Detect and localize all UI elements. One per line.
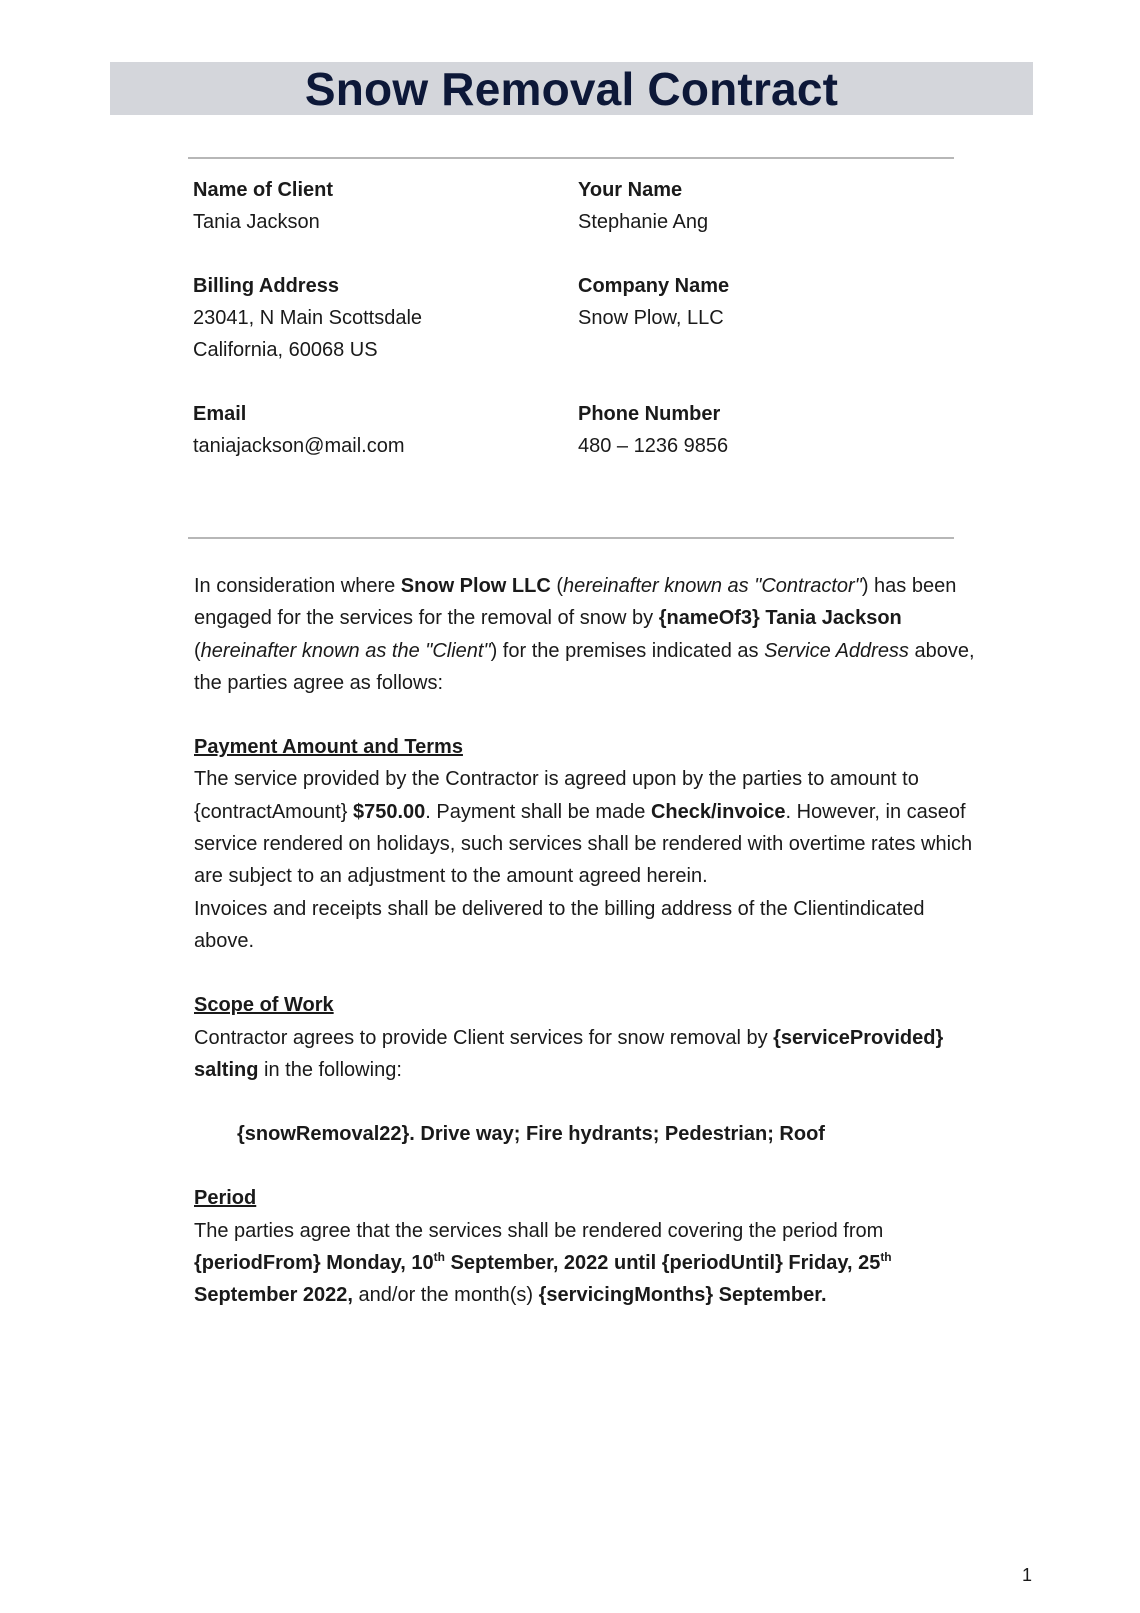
period-heading: Period <box>194 1187 257 1210</box>
phone-label: Phone Number <box>578 403 721 425</box>
payment-method: Check/invoice <box>650 800 786 823</box>
your-name-label: Your Name <box>578 179 683 201</box>
top-divider <box>188 157 954 159</box>
period-from: {periodFrom} Monday, 10th September, 2022 until {periodUntil} Friday, 25th September 2022, <box>194 1250 892 1307</box>
company-name-label: Company Name <box>578 275 730 297</box>
contractor-name: Snow Plow LLC <box>400 575 551 597</box>
email-value: taniajackson@mail.com <box>193 435 405 457</box>
your-name-value: Stephanie Ang <box>578 211 709 233</box>
client-name-field <box>193 174 333 238</box>
contract-body <box>194 570 984 1312</box>
phone-field <box>578 398 728 462</box>
payment-heading: Payment Amount and Terms <box>194 736 463 759</box>
snow-removal-items: {snowRemoval22}. Drive way; Fire hydrants; Pedestrian; Roof <box>237 1123 825 1146</box>
email-label: Email <box>193 403 247 425</box>
service-provided: {serviceProvided} salting <box>194 1026 944 1081</box>
document-title: Snow Removal Contract <box>304 62 839 115</box>
your-name-field <box>578 174 708 238</box>
billing-address-label: Billing Address <box>193 275 339 297</box>
email-field <box>193 398 405 462</box>
page-number: 1 <box>1022 1565 1033 1585</box>
billing-address-line1: 23041, N Main Scottsdale <box>193 307 423 329</box>
service-address-ref: Service Address <box>764 639 909 662</box>
billing-address-line2: California, 60068 US <box>193 339 378 361</box>
contractor-alias: hereinafter known as "Contractor" <box>563 575 862 597</box>
client-placeholder: {nameOf3} Tania Jackson <box>658 607 902 630</box>
billing-address-field <box>193 270 422 366</box>
period-paragraph: The parties agree that the services shall be rendered covering the period from {periodFrom} Monday, 10th September, 2022 until {periodUntil} Friday, 25th September 2022, and/or the month(s) {servicingMonths} September. <box>194 1219 892 1307</box>
client-name-label: Name of Client <box>193 179 334 201</box>
client-alias: hereinafter known as the "Client" <box>200 639 491 662</box>
intro-paragraph: In consideration where Snow Plow LLC (hereinafter known as "Contractor") has been engaged for the services for the removal of snow by {nameOf3} Tania Jackson (hereinafter known as the "Client") for the premises indicated as Service Address above, the parties agree as follows: <box>194 575 975 694</box>
company-name-field <box>578 270 729 334</box>
scope-paragraph: Contractor agrees to provide Client services for snow removal by {serviceProvided} salting in the following: <box>194 1026 944 1081</box>
middle-divider <box>188 537 954 539</box>
client-name-value: Tania Jackson <box>193 211 320 233</box>
company-name-value: Snow Plow, LLC <box>578 307 724 329</box>
contract-amount: $750.00 <box>352 800 426 823</box>
title-banner <box>110 62 1033 115</box>
invoice-paragraph: Invoices and receipts shall be delivered to the billing address of the Clientindicated above. <box>194 897 925 952</box>
phone-value: 480 – 1236 9856 <box>578 435 729 457</box>
servicing-months: {servicingMonths} September. <box>538 1284 827 1307</box>
scope-heading: Scope of Work <box>194 994 334 1017</box>
payment-paragraph: The service provided by the Contractor is agreed upon by the parties to amount to {contractAmount} $750.00. Payment shall be made Check/invoice. However, in caseof service rendered on holidays, such services shall be rendered with overtime rates which are subject to an adjustment to the amount agreed herein. <box>194 768 973 888</box>
